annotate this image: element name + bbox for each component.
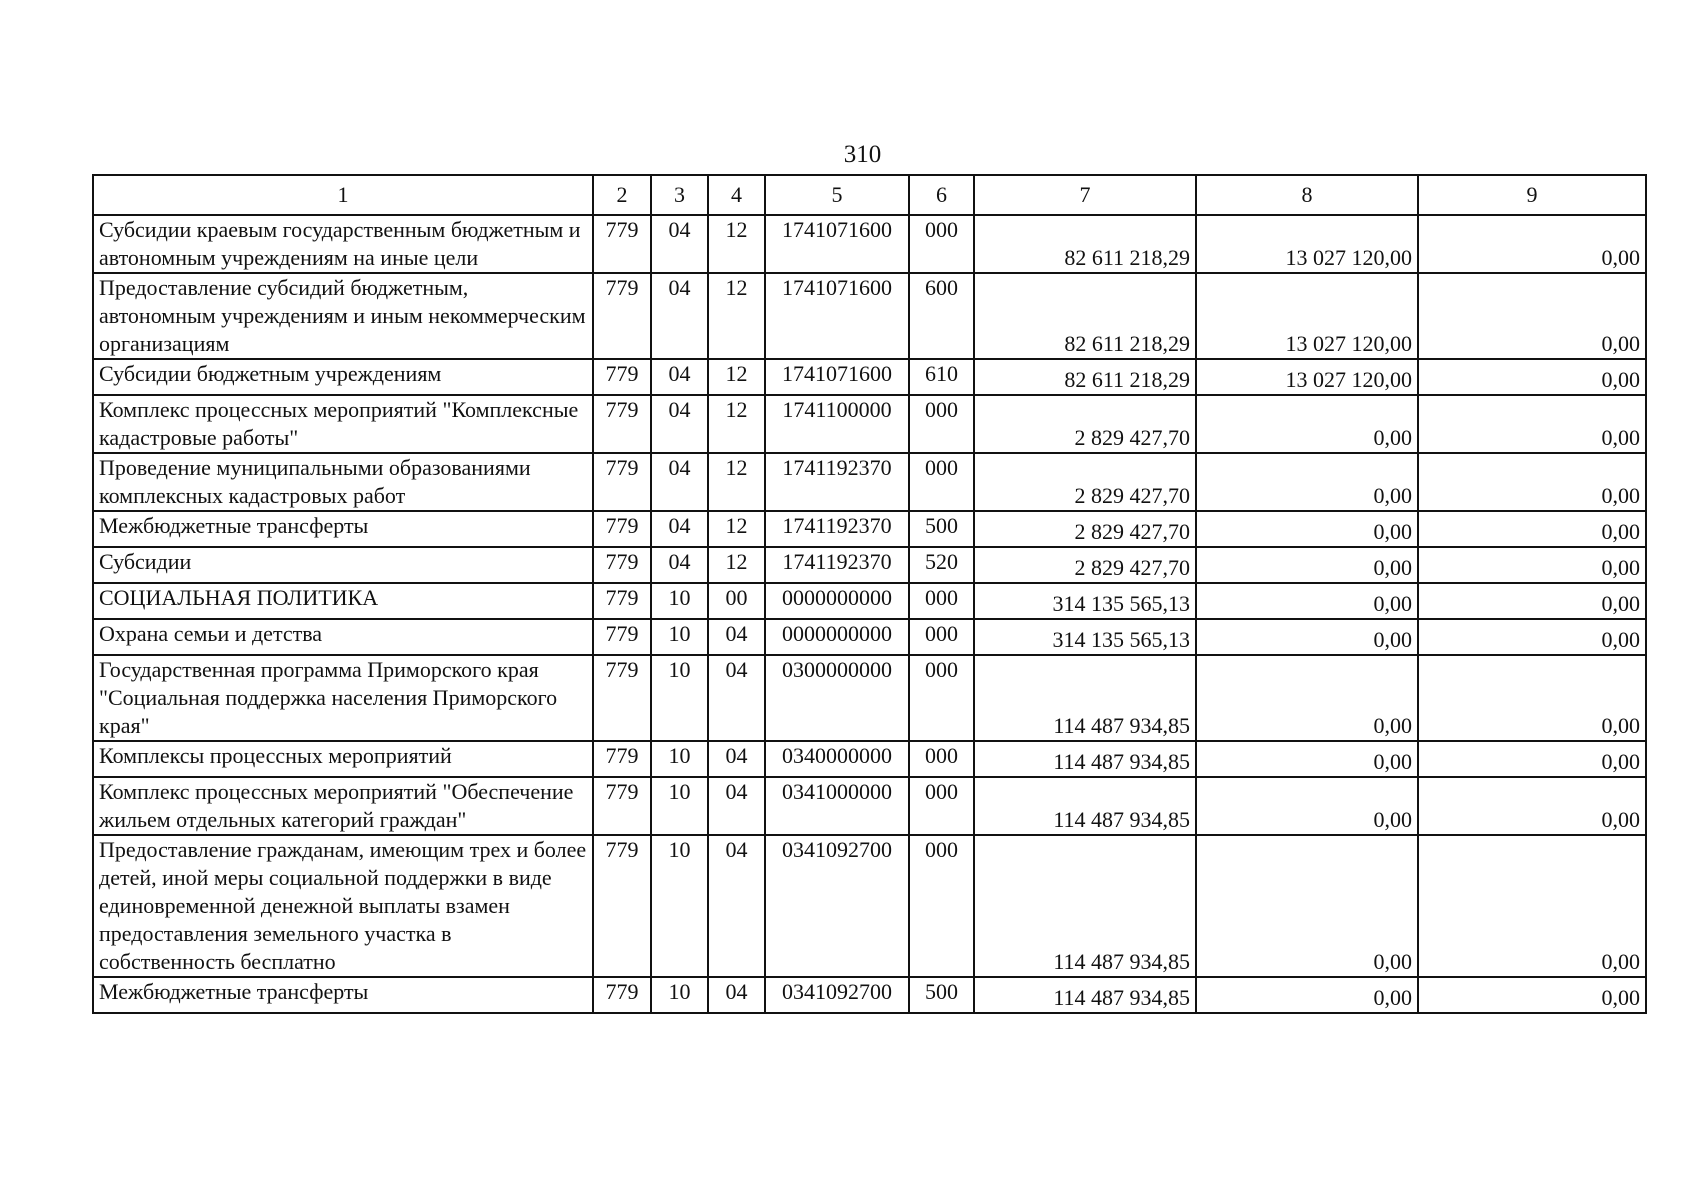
amount-col-7: 314 135 565,13 <box>974 583 1196 619</box>
ministry-code: 779 <box>593 777 651 835</box>
subsection-code: 04 <box>708 835 765 977</box>
target-article-code: 0000000000 <box>765 583 909 619</box>
table-row <box>93 359 1646 395</box>
subsection-code: 04 <box>708 977 765 1013</box>
amount-col-7: 114 487 934,85 <box>974 655 1196 741</box>
expense-type-code: 000 <box>909 835 974 977</box>
item-name: Субсидии краевым государственным бюджетным и автономным учреждениям на иные цели <box>93 215 593 273</box>
section-code: 10 <box>651 583 708 619</box>
section-code: 04 <box>651 547 708 583</box>
amount-col-9: 0,00 <box>1418 977 1646 1013</box>
item-name: Комплекс процессных мероприятий "Обеспечение жильем отдельных категорий граждан" <box>93 777 593 835</box>
ministry-code: 779 <box>593 395 651 453</box>
table-row <box>93 835 1646 977</box>
section-code: 10 <box>651 619 708 655</box>
column-number: 3 <box>651 175 708 215</box>
amount-col-9: 0,00 <box>1418 359 1646 395</box>
section-code: 10 <box>651 777 708 835</box>
item-name: Предоставление субсидий бюджетным, автономным учреждениям и иным некоммерческим организациям <box>93 273 593 359</box>
target-article-code: 1741071600 <box>765 359 909 395</box>
table-row <box>93 453 1646 511</box>
ministry-code: 779 <box>593 215 651 273</box>
column-number: 7 <box>974 175 1196 215</box>
section-code: 10 <box>651 835 708 977</box>
ministry-code: 779 <box>593 511 651 547</box>
column-number: 6 <box>909 175 974 215</box>
table-row <box>93 655 1646 741</box>
expense-type-code: 000 <box>909 655 974 741</box>
section-code: 10 <box>651 655 708 741</box>
ministry-code: 779 <box>593 453 651 511</box>
target-article-code: 1741192370 <box>765 547 909 583</box>
amount-col-8: 0,00 <box>1196 977 1418 1013</box>
ministry-code: 779 <box>593 619 651 655</box>
section-code: 04 <box>651 215 708 273</box>
amount-col-9: 0,00 <box>1418 619 1646 655</box>
subsection-code: 12 <box>708 453 765 511</box>
target-article-code: 1741192370 <box>765 453 909 511</box>
amount-col-7: 82 611 218,29 <box>974 273 1196 359</box>
ministry-code: 779 <box>593 835 651 977</box>
subsection-code: 04 <box>708 741 765 777</box>
column-number: 2 <box>593 175 651 215</box>
amount-col-8: 13 027 120,00 <box>1196 215 1418 273</box>
amount-col-7: 82 611 218,29 <box>974 215 1196 273</box>
ministry-code: 779 <box>593 977 651 1013</box>
amount-col-7: 2 829 427,70 <box>974 453 1196 511</box>
amount-col-7: 114 487 934,85 <box>974 777 1196 835</box>
ministry-code: 779 <box>593 359 651 395</box>
amount-col-9: 0,00 <box>1418 777 1646 835</box>
item-name: Проведение муниципальными образованиями комплексных кадастровых работ <box>93 453 593 511</box>
expense-type-code: 000 <box>909 583 974 619</box>
table-body <box>93 215 1646 1013</box>
amount-col-9: 0,00 <box>1418 395 1646 453</box>
amount-col-7: 2 829 427,70 <box>974 511 1196 547</box>
table-row <box>93 977 1646 1013</box>
target-article-code: 1741071600 <box>765 273 909 359</box>
expense-type-code: 520 <box>909 547 974 583</box>
section-code: 04 <box>651 453 708 511</box>
target-article-code: 0000000000 <box>765 619 909 655</box>
amount-col-7: 314 135 565,13 <box>974 619 1196 655</box>
subsection-code: 12 <box>708 511 765 547</box>
subsection-code: 12 <box>708 359 765 395</box>
subsection-code: 12 <box>708 547 765 583</box>
item-name: Комплекс процессных мероприятий "Комплексные кадастровые работы" <box>93 395 593 453</box>
ministry-code: 779 <box>593 741 651 777</box>
section-code: 04 <box>651 273 708 359</box>
amount-col-8: 0,00 <box>1196 835 1418 977</box>
item-name: Комплексы процессных мероприятий <box>93 741 593 777</box>
expense-type-code: 000 <box>909 741 974 777</box>
amount-col-8: 0,00 <box>1196 511 1418 547</box>
amount-col-7: 2 829 427,70 <box>974 547 1196 583</box>
item-name: Межбюджетные трансферты <box>93 511 593 547</box>
subsection-code: 00 <box>708 583 765 619</box>
column-number: 1 <box>93 175 593 215</box>
item-name: Субсидии <box>93 547 593 583</box>
item-name: СОЦИАЛЬНАЯ ПОЛИТИКА <box>93 583 593 619</box>
section-code: 04 <box>651 511 708 547</box>
amount-col-9: 0,00 <box>1418 655 1646 741</box>
item-name: Государственная программа Приморского края "Социальная поддержка населения Приморского края" <box>93 655 593 741</box>
budget-table <box>92 174 1647 1014</box>
expense-type-code: 000 <box>909 619 974 655</box>
ministry-code: 779 <box>593 655 651 741</box>
amount-col-8: 13 027 120,00 <box>1196 273 1418 359</box>
amount-col-9: 0,00 <box>1418 583 1646 619</box>
amount-col-7: 114 487 934,85 <box>974 741 1196 777</box>
target-article-code: 1741071600 <box>765 215 909 273</box>
amount-col-7: 114 487 934,85 <box>974 977 1196 1013</box>
target-article-code: 1741192370 <box>765 511 909 547</box>
amount-col-9: 0,00 <box>1418 273 1646 359</box>
item-name: Охрана семьи и детства <box>93 619 593 655</box>
table-row <box>93 583 1646 619</box>
amount-col-8: 0,00 <box>1196 741 1418 777</box>
section-code: 04 <box>651 359 708 395</box>
ministry-code: 779 <box>593 273 651 359</box>
amount-col-7: 82 611 218,29 <box>974 359 1196 395</box>
amount-col-9: 0,00 <box>1418 215 1646 273</box>
subsection-code: 04 <box>708 655 765 741</box>
item-name: Предоставление гражданам, имеющим трех и более детей, иной меры социальной поддержки в виде единовременной денежной выплаты взамен предоставления земельного участка в собственность бесплатно <box>93 835 593 977</box>
target-article-code: 1741100000 <box>765 395 909 453</box>
table-row <box>93 777 1646 835</box>
item-name: Субсидии бюджетным учреждениям <box>93 359 593 395</box>
amount-col-8: 0,00 <box>1196 547 1418 583</box>
expense-type-code: 500 <box>909 977 974 1013</box>
ministry-code: 779 <box>593 583 651 619</box>
amount-col-8: 0,00 <box>1196 655 1418 741</box>
target-article-code: 0340000000 <box>765 741 909 777</box>
section-code: 04 <box>651 395 708 453</box>
table-row <box>93 395 1646 453</box>
target-article-code: 0341092700 <box>765 977 909 1013</box>
expense-type-code: 000 <box>909 453 974 511</box>
target-article-code: 0341092700 <box>765 835 909 977</box>
target-article-code: 0300000000 <box>765 655 909 741</box>
section-code: 10 <box>651 741 708 777</box>
amount-col-9: 0,00 <box>1418 547 1646 583</box>
subsection-code: 12 <box>708 273 765 359</box>
amount-col-9: 0,00 <box>1418 835 1646 977</box>
ministry-code: 779 <box>593 547 651 583</box>
subsection-code: 12 <box>708 395 765 453</box>
amount-col-8: 0,00 <box>1196 619 1418 655</box>
expense-type-code: 610 <box>909 359 974 395</box>
amount-col-9: 0,00 <box>1418 741 1646 777</box>
expense-type-code: 000 <box>909 777 974 835</box>
subsection-code: 04 <box>708 619 765 655</box>
item-name: Межбюджетные трансферты <box>93 977 593 1013</box>
table-row <box>93 547 1646 583</box>
table-row <box>93 273 1646 359</box>
amount-col-8: 0,00 <box>1196 395 1418 453</box>
subsection-code: 12 <box>708 215 765 273</box>
amount-col-9: 0,00 <box>1418 511 1646 547</box>
expense-type-code: 000 <box>909 215 974 273</box>
table-row <box>93 741 1646 777</box>
table-row <box>93 511 1646 547</box>
amount-col-7: 2 829 427,70 <box>974 395 1196 453</box>
column-number: 5 <box>765 175 909 215</box>
section-code: 10 <box>651 977 708 1013</box>
column-number: 8 <box>1196 175 1418 215</box>
expense-type-code: 600 <box>909 273 974 359</box>
column-number: 9 <box>1418 175 1646 215</box>
amount-col-7: 114 487 934,85 <box>974 835 1196 977</box>
column-number-row <box>93 175 1646 215</box>
amount-col-8: 0,00 <box>1196 777 1418 835</box>
table-row <box>93 619 1646 655</box>
amount-col-8: 0,00 <box>1196 583 1418 619</box>
target-article-code: 0341000000 <box>765 777 909 835</box>
page-number: 310 <box>843 141 882 168</box>
column-number: 4 <box>708 175 765 215</box>
subsection-code: 04 <box>708 777 765 835</box>
amount-col-9: 0,00 <box>1418 453 1646 511</box>
expense-type-code: 500 <box>909 511 974 547</box>
expense-type-code: 000 <box>909 395 974 453</box>
amount-col-8: 13 027 120,00 <box>1196 359 1418 395</box>
amount-col-8: 0,00 <box>1196 453 1418 511</box>
table-row <box>93 215 1646 273</box>
